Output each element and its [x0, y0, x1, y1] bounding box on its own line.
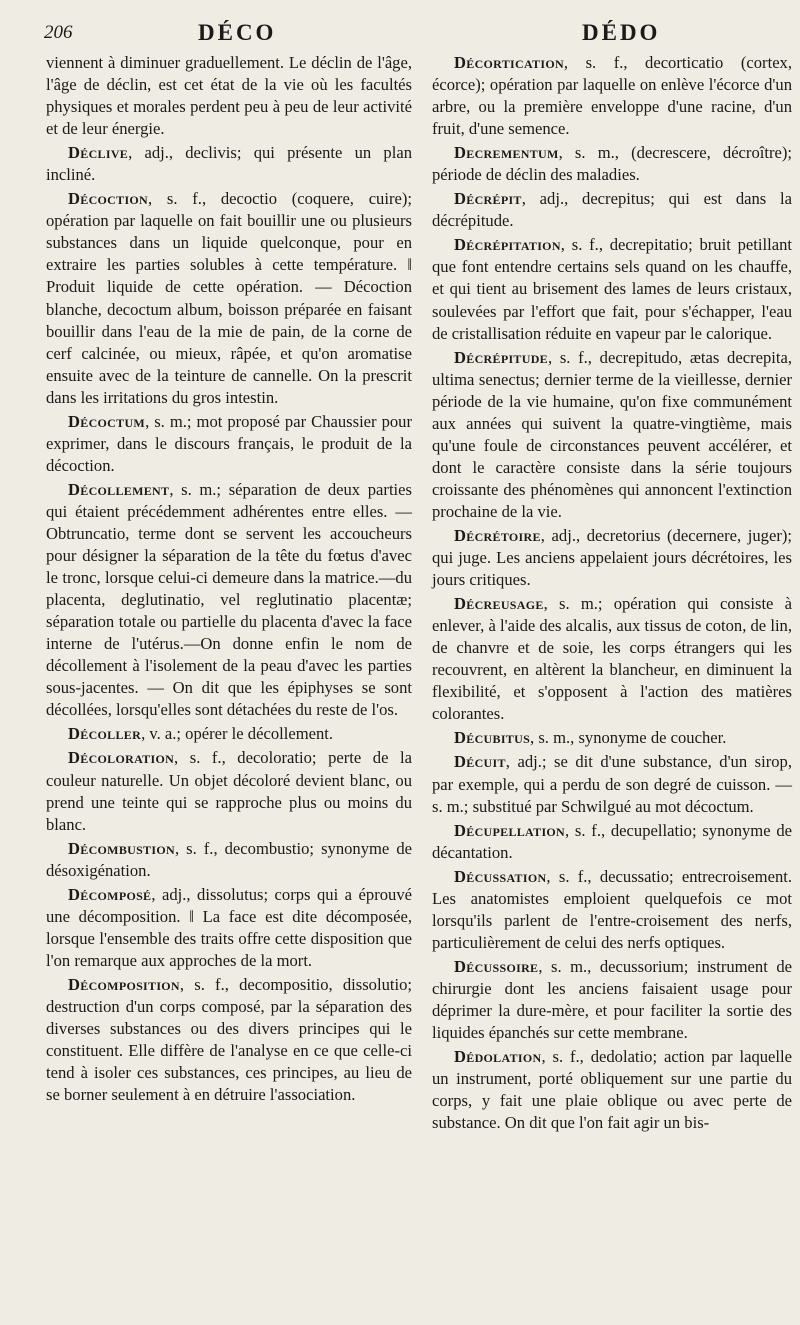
dictionary-entry	[432, 866, 792, 954]
entry-headword: Décomposition	[68, 974, 180, 994]
entry-text: viennent à diminuer graduellement. Le déclin de l'âge, l'âge de déclin, est cet état de la vie où les facultés physiques et morales perdent peu à peu de leur activité et de leur énergie.	[46, 53, 412, 139]
dictionary-entry	[46, 52, 412, 140]
entry-text: , adj.; se dit d'une substance, d'un sirop, par exemple, qui a perdu de son degré de cuisson. — s. m.; substitué par Schwilgué au mot décoctum.	[432, 752, 792, 816]
dictionary-entry	[46, 747, 412, 835]
entry-text: , adj., declivis; qui présente un plan incliné.	[46, 143, 412, 185]
dictionary-entry	[432, 525, 792, 591]
entry-text: , s. f., decrepitatio; bruit petillant que font entendre certains sels quand on les chauffe, et qui tient au brisement des lames de leurs cristaux, soulevées par l'effort que fait, pour s'échapper, l'eau de cristallisation réduite en vapeur par le calorique.	[432, 235, 792, 343]
entry-headword: Décussation	[454, 866, 547, 886]
entry-text: , s. m., synonyme de coucher.	[530, 728, 727, 748]
entry-text: , s. f., decorticatio (cortex, écorce); opération par laquelle on enlève l'écorce d'un arbre, ou la première enveloppe d'une racine, d'un fruit, d'une semence.	[432, 53, 792, 139]
entry-text: , s. m., (decrescere, décroître); période de déclin des maladies.	[432, 143, 792, 185]
entry-text: , adj., decretorius (decernere, juger); qui juge. Les anciens appelaient jours décrétoires, les jours critiques.	[432, 525, 792, 590]
dictionary-entry	[432, 52, 792, 140]
page-number: 206	[44, 22, 73, 43]
dictionary-entry	[432, 727, 792, 749]
entry-text: , s. f., decussatio; entrecroisement. Les anatomistes emploient quelquefois ce mot lorsqu'ils parlent de l'entre-croisement des nerfs, particulièrement de celui des nerfs optiques.	[432, 866, 792, 952]
entry-headword: Décrépit	[454, 189, 522, 209]
entry-headword: Décupellation	[454, 820, 566, 840]
dictionary-entry	[432, 956, 792, 1044]
entry-text: , s. m., decussorium; instrument de chirurgie dont les anciens faisaient usage pour déprimer la dure-mère, et pour faciliter la sortie des liquides épanchés sur cette membrane.	[432, 956, 792, 1043]
left-running-head: DÉCO	[198, 20, 277, 45]
dictionary-entry	[46, 884, 412, 972]
dictionary-entry	[46, 838, 412, 882]
dictionary-entry	[46, 188, 412, 408]
entry-headword: Décuit	[454, 752, 506, 772]
entry-text: , s. f., decupellatio; synonyme de décantation.	[432, 820, 792, 862]
dictionary-entry	[432, 751, 792, 817]
dictionary-entry	[432, 1046, 792, 1134]
entry-text: , s. f., decoloratio; perte de la couleur naturelle. Un objet décoloré devient blanc, ou prend une teinte qui se rapproche plus ou moins du blanc.	[46, 748, 412, 834]
entry-text: , s. f., decompositio, dissolutio; destruction d'un corps composé, par la séparation des diverses substances ou des divers principes qui le constituent. Elle diffère de l'analyse en ce que celle-ci tend à isoler ces substances, ces principes, au lieu de se borner seulement à en détruire l'association.	[46, 974, 412, 1105]
entry-headword: Décollement	[68, 479, 170, 499]
entry-text: , adj., dissolutus; corps qui a éprouvé une décomposition. ‖ La face est dite décomposée, lorsque l'ensemble des traits offre cette disposition que l'on remarque aux approches de la mort.	[46, 884, 412, 970]
dictionary-entry	[432, 820, 792, 864]
dictionary-entry	[432, 347, 792, 523]
entry-headword: Décreusage	[454, 594, 544, 614]
dictionary-entry	[432, 142, 792, 186]
dictionary-entry	[46, 411, 412, 477]
entry-headword: Décoloration	[68, 748, 175, 768]
entry-headword: Décrépitude	[454, 347, 548, 367]
entry-headword: Décoction	[68, 189, 149, 209]
entry-text: , s. f., decrepitudo, ætas decrepita, ultima senectus; dernier terme de la vieillesse, dernier période de la vie humaine, qu'on fixe communément aux années qui suivent la quatre-vingtième, mais qu'une foule de circonstances peuvent accélérer, et dont le caractère consiste dans la série toujours croissante des phénomènes qui annoncent l'extinction prochaine de la vie.	[432, 347, 792, 521]
entry-headword: Dédolation	[454, 1047, 542, 1067]
dictionary-entry	[432, 234, 792, 344]
entry-text: , s. f., decoctio (coquere, cuire); opération par laquelle on fait bouillir une ou plusieurs substances dans un liquide quelconque, pour en extraire les parties solubles à cette température. ‖ Produit liquide de cette opération. — Décoction blanche, decoctum album, boisson préparée en faisant bouillir dans l'eau de la mie de pain, de la corne de cerf calcinée, ou mieux, râpée, et qu'on aromatise ensuite avec de la teinture de cannelle. On la prescrit dans les irritations du gros intestin.	[46, 189, 412, 407]
entry-text: , s. f., decombustio; synonyme de désoxigénation.	[46, 838, 412, 880]
entry-text: , s. f., dedolatio; action par laquelle un instrument, porté obliquement sur une partie du corps, y fait une plaie oblique ou avec perte de substance. On dit que l'on fait agir un bis-	[432, 1047, 792, 1133]
entry-headword: Déclive	[68, 143, 129, 163]
dictionary-entry	[46, 142, 412, 186]
entry-text: , adj., decrepitus; qui est dans la décrépitude.	[432, 189, 792, 231]
entry-headword: Décrépitation	[454, 235, 561, 255]
entry-text: , s. m.; mot proposé par Chaussier pour exprimer, dans le discours français, le produit de la décoction.	[46, 411, 412, 475]
right-column	[432, 52, 792, 1136]
dictionary-entry	[432, 188, 792, 232]
left-column	[46, 52, 412, 1108]
entry-headword: Décrétoire	[454, 525, 541, 545]
entry-headword: Decrementum	[454, 143, 559, 163]
entry-headword: Décubitus	[454, 728, 531, 748]
dictionary-entry	[46, 974, 412, 1106]
entry-headword: Décussoire	[454, 956, 539, 976]
entry-headword: Décoller	[68, 724, 142, 744]
entry-text: , s. m.; séparation de deux parties qui étaient précédemment adhérentes entre elles. — Obtruncatio, terme dont se servent les accoucheurs pour désigner la séparation de la tête du fœtus d'avec le tronc, lorsque celui-ci demeure dans la matrice.—du placenta, deglutinatio, vel reglutinatio placentæ; séparation totale ou partielle du placenta d'avec la face interne de l'utérus.—On donne enfin le nom de décollement à l'isolement de la peau d'avec les parties sous-jacentes. — On dit que les épiphyses se sont décollées, lorsqu'elles sont détachées du reste de l'os.	[46, 479, 412, 720]
entry-headword: Décoctum	[68, 411, 146, 431]
entry-text: , s. m.; opération qui consiste à enlever, à l'aide des alcalis, aux tissus de coton, de lin, de chanvre et de soie, les corps étrangers qui les recouvrent, en altèrent la blancheur, en diminuent la flexibilité, et s'opposent à l'action des matières colorantes.	[432, 594, 792, 724]
entry-headword: Décomposé	[68, 884, 152, 904]
dictionary-entry	[46, 479, 412, 722]
dictionary-entry	[46, 723, 412, 745]
entry-text: , v. a.; opérer le décollement.	[141, 724, 334, 744]
entry-headword: Décortication	[454, 53, 564, 72]
right-running-head: DÉDO	[582, 20, 661, 45]
entry-headword: Décombustion	[68, 838, 175, 858]
dictionary-entry	[432, 593, 792, 725]
